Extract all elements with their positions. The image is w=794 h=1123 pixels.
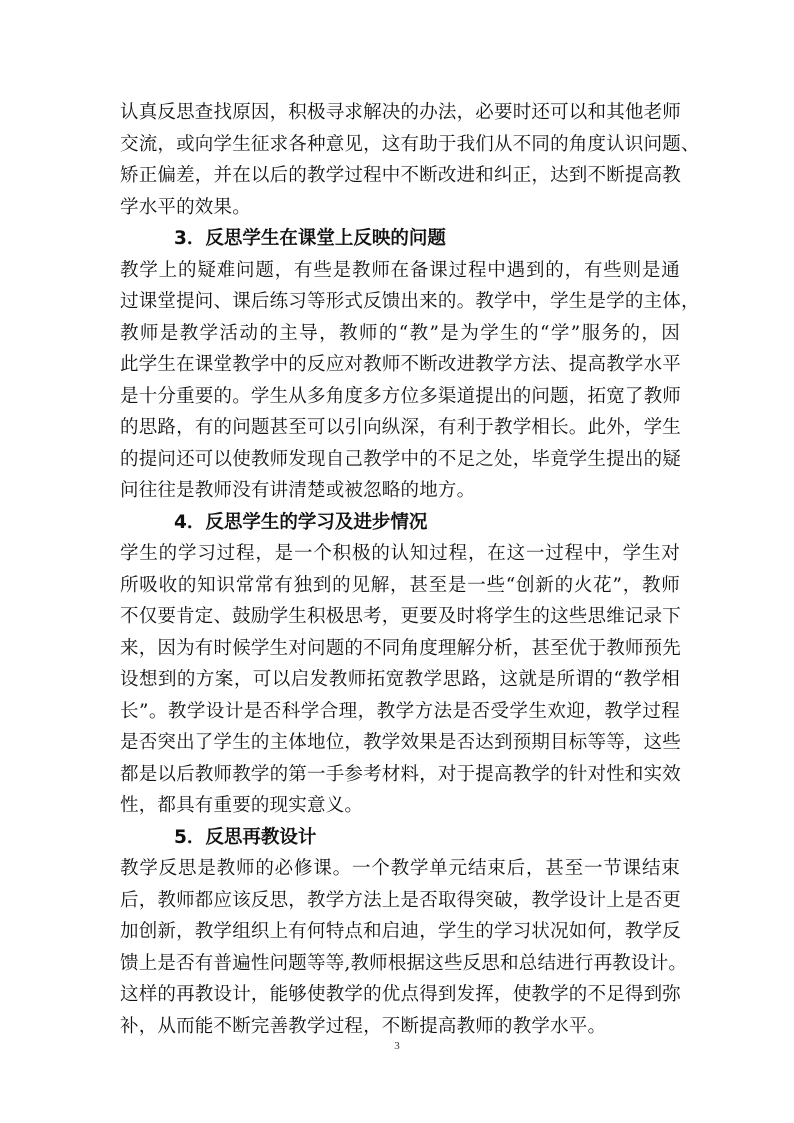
text-line: 认真反思查找原因，积极寻求解决的办法，必要时还可以和其他老师	[120, 102, 682, 123]
text-line: 问往往是教师没有讲清楚或被忽略的地方。	[120, 480, 476, 501]
text-line: 馈上是否有普遍性问题等等,教师根据这些反思和总结进行再教设计。	[120, 952, 688, 974]
text-line: 不仅要肯定、鼓励学生积极思考，更要及时将学生的这些思维记录下	[120, 606, 682, 627]
section-heading: 5．反思再教设计	[174, 826, 317, 848]
section-heading: 3．反思学生在课堂上反映的问题	[174, 228, 446, 249]
paragraph	[120, 97, 700, 223]
text-line: 后，教师都应该反思，教学方法上是否取得突破，教学设计上是否更	[120, 889, 682, 911]
text-line: 学水平的效果。	[120, 196, 251, 218]
text-line: 是否突出了学生的主体地位，教学效果是否达到预期目标等等，这些	[120, 732, 682, 753]
text-line: 补，从而能不断完善教学过程，不断提高教师的教学水平。	[120, 1015, 607, 1037]
page-number: 3	[394, 1040, 400, 1052]
text-line: 教学上的疑难问题，有些是教师在备课过程中遇到的，有些则是通	[120, 259, 680, 281]
text-line: 教学反思是教师的必修课。一个教学单元结束后，甚至一节课结束	[120, 858, 680, 879]
paragraph	[120, 853, 688, 1042]
paragraph	[120, 538, 680, 822]
text-line: 长”。教学设计是否科学合理，教学方法是否受学生欢迎，教学过程	[120, 700, 680, 722]
text-line: 教师是教学活动的主导，教师的“教”是为学生的“学”服务的，因	[120, 322, 680, 344]
text-line: 是十分重要的。学生从多角度多方位多渠道提出的问题，拓宽了教师	[120, 385, 682, 407]
text-line: 的思路，有的问题甚至可以引向纵深，有利于教学相长。此外，学生	[120, 417, 682, 438]
text-line: 此学生在课堂教学中的反应对教师不断改进教学方法、提高教学水平	[120, 354, 682, 375]
text-line: 学生的学习过程，是一个积极的认知过程，在这一过程中，学生对	[120, 543, 680, 564]
text-line: 所吸收的知识常常有独到的见解，甚至是一些“创新的火花”，教师	[120, 574, 680, 596]
text-line: 矫正偏差，并在以后的教学过程中不断改进和纠正，达到不断提高教	[120, 165, 682, 186]
paragraph	[120, 255, 700, 507]
text-line: 过课堂提问、课后练习等形式反馈出来的。教学中，学生是学的主体，	[120, 291, 700, 312]
section-heading: 4．反思学生的学习及进步情况	[174, 511, 428, 533]
text-line: 来，因为有时候学生对问题的不同角度理解分析，甚至优于教师预先	[120, 637, 682, 659]
text-line: 设想到的方案，可以启发教师拓宽教学思路，这就是所谓的“教学相	[120, 669, 680, 690]
document-body	[120, 97, 700, 1042]
text-line: 交流，或向学生征求各种意见，这有助于我们从不同的角度认识问题、	[120, 133, 700, 155]
text-line: 性，都具有重要的现实意义。	[120, 795, 364, 816]
text-line: 都是以后教师教学的第一手参考材料，对于提高教学的针对性和实效	[120, 763, 682, 785]
text-line: 的提问还可以使教师发现自己教学中的不足之处，毕竟学生提出的疑	[120, 448, 682, 470]
text-line: 加创新，教学组织上有何特点和启迪，学生的学习状况如何，教学反	[120, 921, 682, 942]
text-line: 这样的再教设计，能够使教学的优点得到发挥，使教学的不足得到弥	[120, 984, 682, 1005]
